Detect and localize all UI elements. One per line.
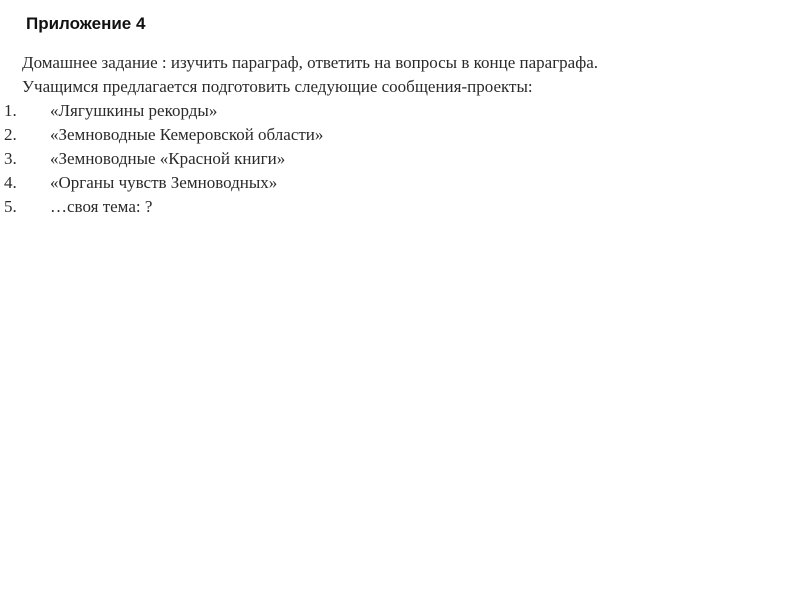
slide-body bbox=[4, 51, 782, 219]
list-item-number: 4. bbox=[4, 173, 17, 192]
list-item-number: 5. bbox=[4, 197, 17, 216]
list-item bbox=[4, 99, 782, 123]
list-item-text: «Органы чувств Земноводных» bbox=[50, 173, 278, 192]
intro-text: Учащимся предлагается подготовить следующие сообщения-проекты: bbox=[22, 77, 533, 96]
list-item-text: …своя тема: ? bbox=[50, 197, 153, 216]
list-item-number: 2. bbox=[4, 125, 17, 144]
list-item bbox=[4, 147, 782, 171]
list-item-text: «Земноводные Кемеровской области» bbox=[50, 125, 324, 144]
project-list bbox=[4, 99, 782, 219]
list-item-text: «Земноводные «Красной книги» bbox=[50, 149, 286, 168]
list-item bbox=[4, 123, 782, 147]
slide-heading: Приложение 4 bbox=[26, 14, 146, 33]
list-item-text: «Лягушкины рекорды» bbox=[50, 101, 218, 120]
list-item bbox=[4, 195, 782, 219]
list-item bbox=[4, 171, 782, 195]
list-item-number: 3. bbox=[4, 149, 17, 168]
homework-text: Домашнее задание : изучить параграф, ответить на вопросы в конце параграфа. bbox=[22, 53, 599, 72]
list-item-number: 1. bbox=[4, 101, 17, 120]
